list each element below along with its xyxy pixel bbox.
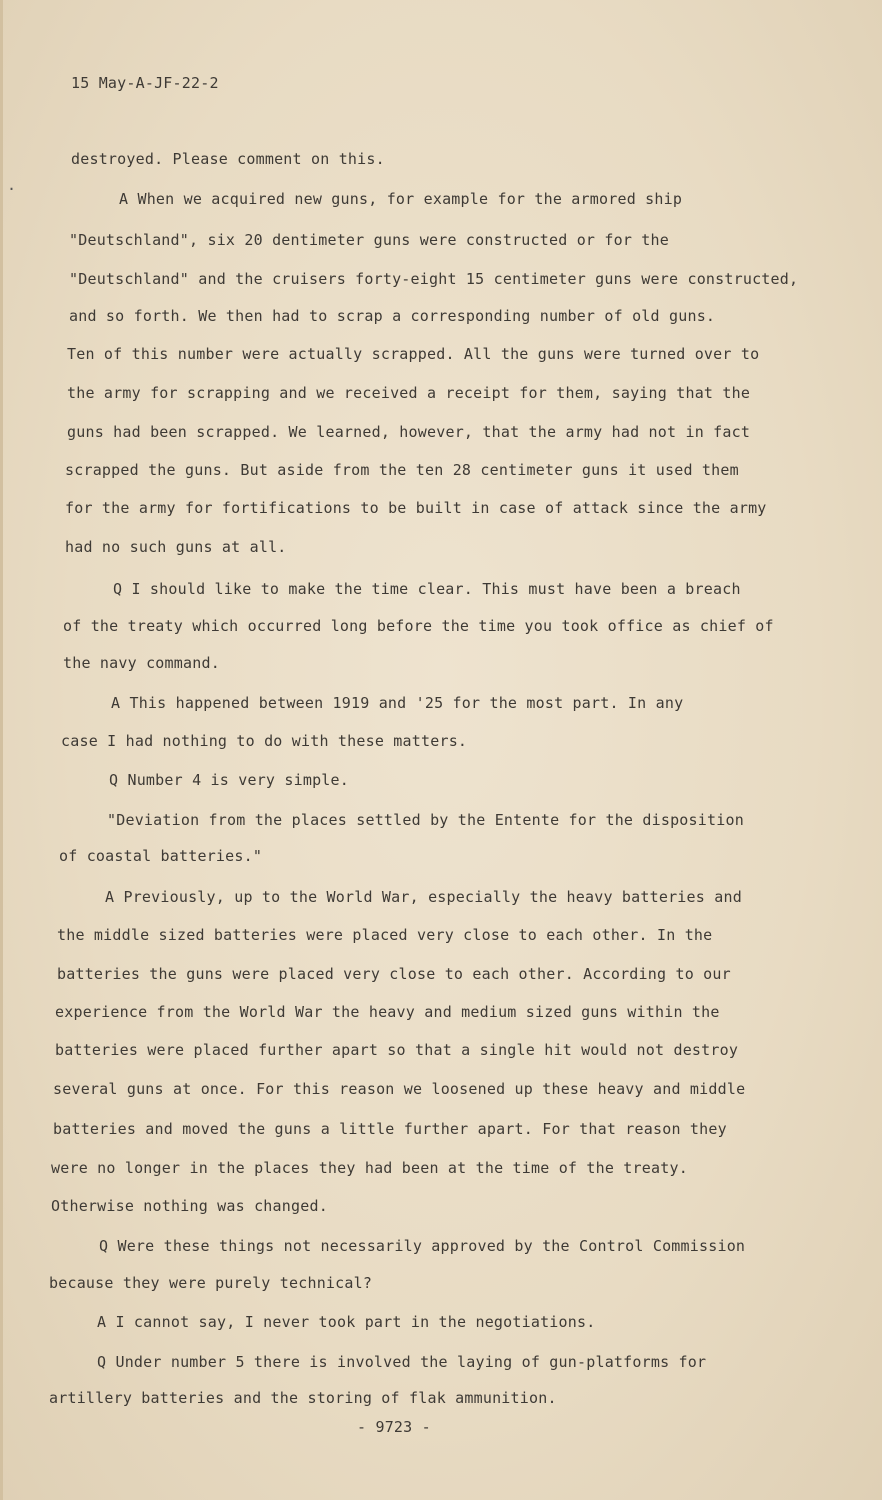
text-line: "Deviation from the places settled by the Entente for the disposition xyxy=(107,811,744,829)
text-line: artillery batteries and the storing of flak ammunition. xyxy=(49,1389,557,1407)
text-line: Q Under number 5 there is involved the laying of gun-platforms for xyxy=(97,1353,707,1371)
text-line: Q Were these things not necessarily approved by the Control Commission xyxy=(99,1237,746,1255)
text-line: Ten of this number were actually scrapped. All the guns were turned over to xyxy=(67,345,760,363)
text-line: the middle sized batteries were placed very close to each other. In the xyxy=(57,926,713,944)
text-line: guns had been scrapped. We learned, however, that the army had not in fact xyxy=(67,423,751,441)
text-line: "Deutschland" and the cruisers forty-eight 15 centimeter guns were constructed, xyxy=(69,270,799,288)
text-line: because they were purely technical? xyxy=(49,1274,373,1292)
text-line: batteries and moved the guns a little further apart. For that reason they xyxy=(53,1120,727,1138)
text-line: and so forth. We then had to scrap a corresponding number of old guns. xyxy=(69,307,716,325)
text-line: batteries the guns were placed very close to each other. According to our xyxy=(57,965,731,983)
page-number: - 9723 - xyxy=(357,1418,431,1436)
text-line: A I cannot say, I never took part in the negotiations. xyxy=(97,1313,596,1331)
text-line: A This happened between 1919 and '25 for the most part. In any xyxy=(111,694,684,712)
text-line: destroyed. Please comment on this. xyxy=(71,150,385,168)
text-line: were no longer in the places they had been at the time of the treaty. xyxy=(51,1159,688,1177)
text-line: several guns at once. For this reason we loosened up these heavy and middle xyxy=(53,1080,746,1098)
text-line: for the army for fortifications to be built in case of attack since the army xyxy=(65,499,767,517)
text-line: Otherwise nothing was changed. xyxy=(51,1197,328,1215)
text-line: of coastal batteries." xyxy=(59,847,263,865)
text-line: the navy command. xyxy=(63,654,220,672)
text-line: had no such guns at all. xyxy=(65,538,287,556)
text-line: Q Number 4 is very simple. xyxy=(109,771,349,789)
text-line: scrapped the guns. But aside from the ten 28 centimeter guns it used them xyxy=(65,461,739,479)
text-line: Q I should like to make the time clear. This must have been a breach xyxy=(113,580,741,598)
text-line: A Previously, up to the World War, especially the heavy batteries and xyxy=(105,888,742,906)
page-header: 15 May-A-JF-22-2 xyxy=(71,74,219,92)
text-line: of the treaty which occurred long before the time you took office as chief of xyxy=(63,617,774,635)
text-line: A When we acquired new guns, for example for the armored ship xyxy=(119,190,683,208)
text-line: case I had nothing to do with these matters. xyxy=(61,732,468,750)
text-line: "Deutschland", six 20 dentimeter guns were constructed or for the xyxy=(69,231,669,249)
text-line: experience from the World War the heavy and medium sized guns within the xyxy=(55,1003,720,1021)
text-line: batteries were placed further apart so that a single hit would not destroy xyxy=(55,1041,739,1059)
margin-mark: · xyxy=(7,180,17,198)
text-line: the army for scrapping and we received a receipt for them, saying that the xyxy=(67,384,751,402)
